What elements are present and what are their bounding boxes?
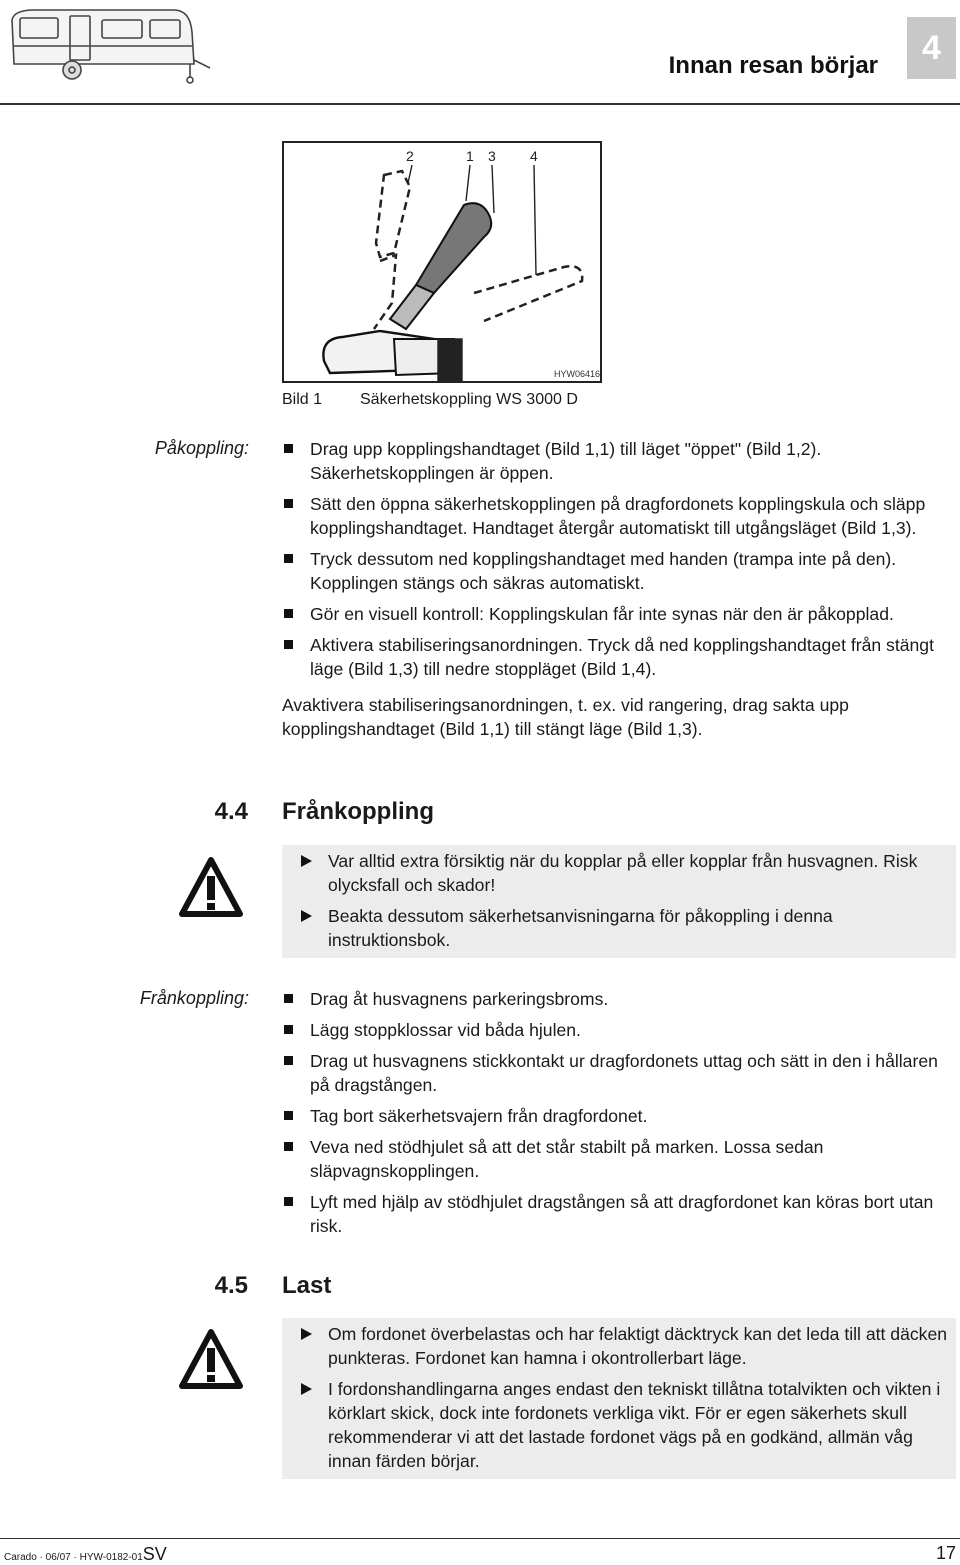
arrow-bullet-icon <box>301 1328 312 1340</box>
frankoppling-list <box>282 987 958 1238</box>
footer-doc-id: Carado · 06/07 · HYW-0182-01SV <box>4 1544 167 1564</box>
figure-caption-text: Säkerhetskoppling WS 3000 D <box>360 391 578 408</box>
section-4-5-number: 4.5 <box>214 1272 248 1299</box>
frankoppling-block <box>282 987 958 1245</box>
list-item: Aktivera stabiliseringsanordningen. Tryck då ned kopplingshandtaget från stängt läge (Bild 1,3) till nedre stoppläget (Bild 1,4). <box>282 633 958 681</box>
footer-language: SV <box>142 1544 167 1564</box>
warning-item: Var alltid extra försiktig när du kopplar på eller kopplar från husvagnen. Risk olycksfall och skador! <box>290 849 948 897</box>
pakoppling-block <box>282 437 958 741</box>
warning-box-4-5 <box>282 1318 956 1479</box>
arrow-bullet-icon <box>301 910 312 922</box>
caravan-logo <box>4 2 214 90</box>
coupling-diagram <box>284 143 600 381</box>
arrow-bullet-icon <box>301 1383 312 1395</box>
warning-icon <box>178 856 244 918</box>
list-item: Drag åt husvagnens parkeringsbroms. <box>282 987 958 1011</box>
list-item: Gör en visuell kontroll: Kopplingskulan får inte synas när den är påkopplad. <box>282 602 958 626</box>
page-number: 17 <box>935 1543 956 1563</box>
list-item: Lägg stoppklossar vid båda hjulen. <box>282 1018 958 1042</box>
section-4-5-title: Last <box>282 1272 332 1299</box>
list-item: Tag bort säkerhetsvajern från dragfordonet. <box>282 1104 958 1128</box>
callout-3: 3 <box>488 148 496 164</box>
list-item: Veva ned stödhjulet så att det står stabilt på marken. Lossa sedan släpvagnskopplingen. <box>282 1135 958 1183</box>
warning-list <box>290 849 948 952</box>
list-item: Tryck dessutom ned kopplingshandtaget med handen (trampa inte på den). Kopplingen stängs och säkras automatiskt. <box>282 547 958 595</box>
header-title: Innan resan börjar <box>668 52 878 79</box>
figure-code: HYW06416 <box>554 369 600 379</box>
pakoppling-list <box>282 437 958 681</box>
chapter-number-badge: 4 <box>907 17 956 79</box>
figure-caption <box>282 391 578 409</box>
callout-2: 2 <box>406 148 414 164</box>
list-item: Lyft med hjälp av stödhjulet dragstången så att dragfordonet kan köras bort utan risk. <box>282 1190 958 1238</box>
warning-item: Om fordonet överbelastas och har felaktigt däcktryck kan det leda till att däcken punkteras. Fordonet kan hamna i okontrollerbart läge. <box>290 1322 948 1370</box>
warning-box-4-4 <box>282 845 956 958</box>
footer-divider <box>0 1538 960 1539</box>
callout-1: 1 <box>466 148 474 164</box>
figure-caption-label: Bild 1 <box>282 391 323 408</box>
section-4-4-number: 4.4 <box>214 798 248 825</box>
section-4-4-title: Frånkoppling <box>282 798 434 825</box>
warning-icon <box>178 1328 244 1390</box>
warning-item: I fordonshandlingarna anges endast den tekniskt tillåtna totalvikten och vikten i körklart skick, dock inte fordonets verkliga vikt. För er egen säkerhets skull rekommenderar vi att det lastade fordonet vägs på en godkänd, allmän våg innan färden börjar. <box>290 1377 948 1473</box>
header-divider <box>0 103 960 105</box>
list-item: Drag upp kopplingshandtaget (Bild 1,1) till läget "öppet" (Bild 1,2). Säkerhetskopplingen är öppen. <box>282 437 958 485</box>
arrow-bullet-icon <box>301 855 312 867</box>
callout-4: 4 <box>530 148 538 164</box>
list-item: Sätt den öppna säkerhetskopplingen på dragfordonets kopplingskula och släpp kopplingshandtaget. Handtaget återgår automatiskt till utgångsläget (Bild 1,3). <box>282 492 958 540</box>
pakoppling-note: Avaktivera stabiliseringsanordningen, t. ex. vid rangering, drag sakta upp kopplingshandtaget (Bild 1,1) till stängt läge (Bild 1,3). <box>282 695 849 739</box>
list-item: Drag ut husvagnens stickkontakt ur dragfordonets uttag och sätt in den i hållaren på dragstången. <box>282 1049 958 1097</box>
frankoppling-label: Frånkoppling: <box>139 988 249 1008</box>
pakoppling-label: Påkoppling: <box>154 438 249 458</box>
warning-list <box>290 1322 948 1473</box>
coupling-figure <box>282 141 602 383</box>
warning-item: Beakta dessutom säkerhetsanvisningarna för påkoppling i denna instruktionsbok. <box>290 904 948 952</box>
